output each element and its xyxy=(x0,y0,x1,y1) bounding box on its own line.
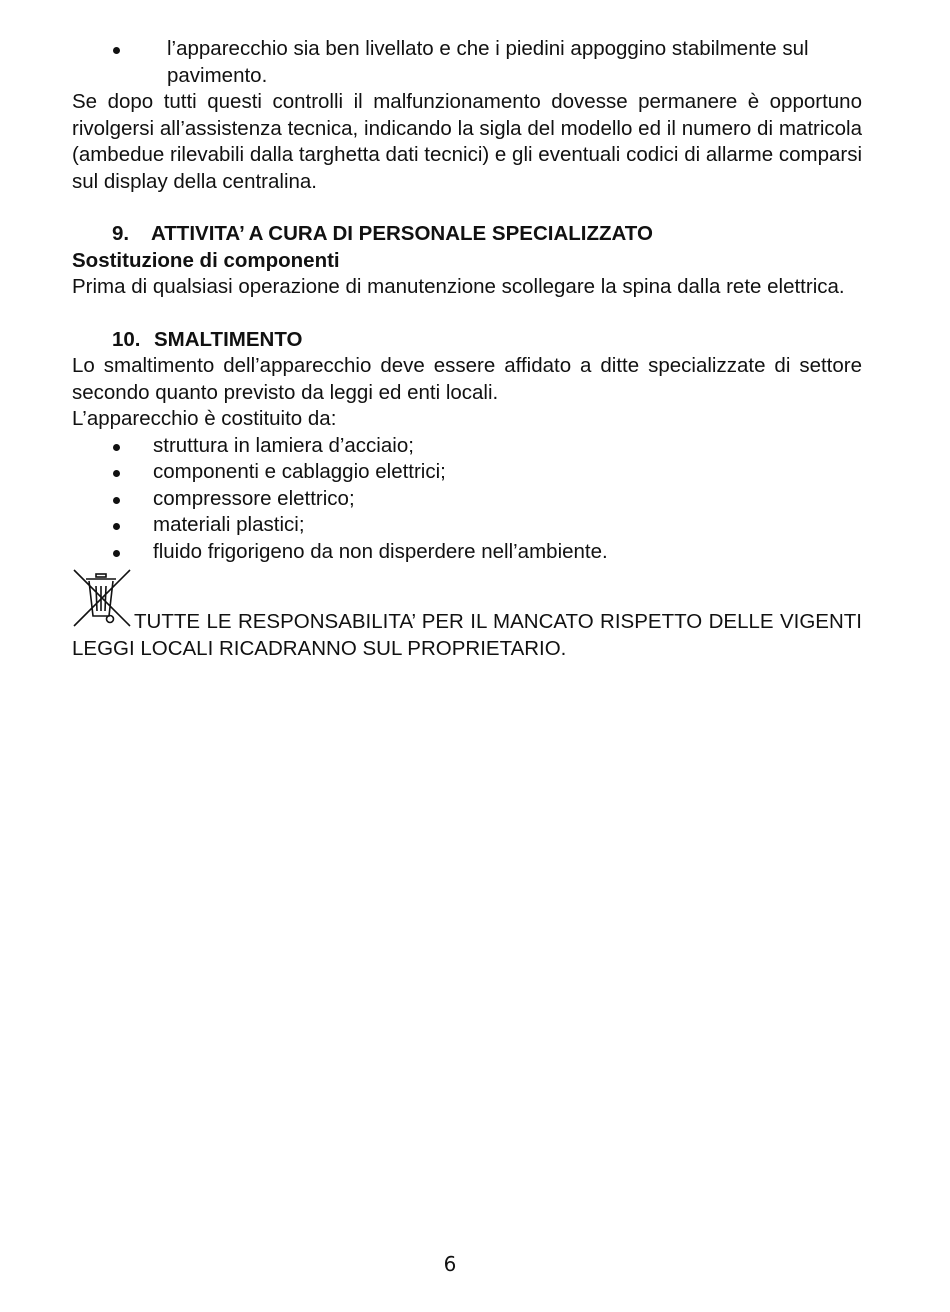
page-number: 6 xyxy=(443,1252,457,1276)
section-10-body: Lo smaltimento dell’apparecchio deve essere affidato a ditte specializzate di settore secondo quanto previsto da leggi ed enti locali. xyxy=(72,354,862,404)
section-9-subheading: Sostituzione di componenti xyxy=(72,248,340,272)
components-list xyxy=(72,433,862,566)
bullet-icon xyxy=(113,497,120,504)
section-number: 10. xyxy=(112,327,141,351)
section-title: SMALTIMENTO xyxy=(154,327,303,351)
list-item xyxy=(72,433,862,460)
list-item-text: componenti e cablaggio elettrici; xyxy=(153,460,446,483)
list-item xyxy=(72,539,862,566)
assistance-paragraph: Se dopo tutti questi controlli il malfunzionamento dovesse permanere è opportuno rivolgersi all’assistenza tecnica, indicando la sigla del modello ed il numero di matricola (ambedue rilevabili dalla targhetta dati tecnici) e gli eventuali codici di allarme comparsi sul display della centralina. xyxy=(72,90,862,193)
list-item xyxy=(72,512,862,539)
list-item-text: struttura in lamiera d’acciaio; xyxy=(153,433,414,457)
crossed-out-wheelie-bin-icon xyxy=(72,569,132,629)
section-9-body: Prima di qualsiasi operazione di manutenzione scollegare la spina dalla rete elettrica. xyxy=(72,275,845,298)
list-item-text: compressore elettrico; xyxy=(153,486,355,510)
intro-bullet-list xyxy=(72,36,862,89)
document-page xyxy=(72,36,862,662)
section-number: 9. xyxy=(112,222,130,245)
bullet-icon xyxy=(113,470,120,477)
disposal-warning xyxy=(72,569,862,662)
bullet-icon xyxy=(113,523,120,530)
bullet-icon xyxy=(113,47,120,54)
list-item xyxy=(72,459,862,486)
list-item-text: fluido frigorigeno da non disperdere nell’ambiente. xyxy=(153,539,608,563)
list-item xyxy=(72,486,862,513)
bullet-icon xyxy=(113,444,120,451)
section-10-heading xyxy=(72,327,862,354)
list-item xyxy=(72,36,862,89)
list-item-text: l’apparecchio sia ben livellato e che i piedini appoggino stabilmente sul pavimento. xyxy=(167,37,809,87)
bullet-icon xyxy=(113,550,120,557)
section-9-heading xyxy=(72,221,862,248)
section-title: ATTIVITA’ A CURA DI PERSONALE SPECIALIZZATO xyxy=(151,222,653,245)
section-10-list-intro: L’apparecchio è costituito da: xyxy=(72,407,337,430)
list-item-text: materiali plastici; xyxy=(153,513,305,536)
warning-text: TUTTE LE RESPONSABILITA’ PER IL MANCATO RISPETTO DELLE VIGENTI LEGGI LOCALI RICADRANNO SUL PROPRIETARIO. xyxy=(72,610,862,660)
